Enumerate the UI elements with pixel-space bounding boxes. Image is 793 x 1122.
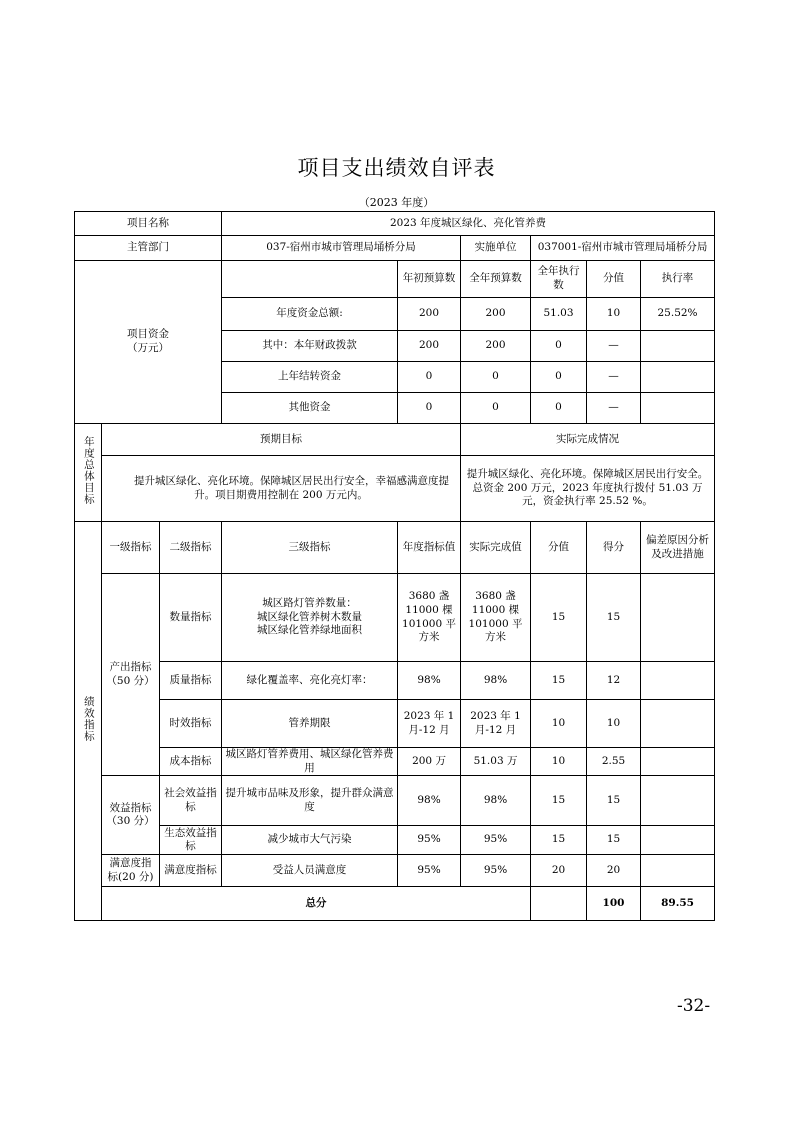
funds-score-value: — — [587, 331, 641, 362]
indicator-l3: 管养期限 — [222, 700, 398, 748]
indicator-target: 98% — [398, 776, 461, 826]
funds-initial: 0 — [398, 393, 461, 424]
funds-full: 200 — [461, 331, 531, 362]
goals-label-text: 年度总体目标 — [82, 435, 95, 505]
indicator-actual: 51.03 万 — [461, 748, 531, 776]
funds-header-executed: 全年执行数 — [531, 261, 587, 298]
indicator-note — [641, 700, 715, 748]
indicator-actual: 95% — [461, 826, 531, 855]
benefit-label-line2: （30 分） — [106, 815, 155, 828]
funds-row-label: 上年结转资金 — [222, 362, 398, 393]
indicator-value: 15 — [531, 826, 587, 855]
dept-value: 037-宿州市城市管理局埇桥分局 — [222, 236, 461, 261]
indicator-l3: 城区路灯管养数量： 城区绿化管养树木数量 城区绿化管养绿地面积 — [222, 574, 398, 662]
funds-full: 0 — [461, 393, 531, 424]
indicator-note — [641, 662, 715, 700]
indicator-score: 2.55 — [587, 748, 641, 776]
project-name-row — [75, 212, 715, 236]
indicator-l3: 城区路灯管养费用、城区绿化管养费用 — [222, 748, 398, 776]
indicator-l2: 质量指标 — [160, 662, 222, 700]
indicator-target: 98% — [398, 662, 461, 700]
indicators-label — [75, 522, 102, 921]
funds-label — [75, 261, 222, 424]
indicator-note — [641, 826, 715, 855]
total-score: 89.55 — [641, 887, 715, 921]
indicator-value: 20 — [531, 855, 587, 887]
indicator-actual: 98% — [461, 662, 531, 700]
goals-actual-text: 提升城区绿化、亮化环境。保障城区居民出行安全。总资金 200 万元，2023 年度执行拨付 51.03 万元，资金执行率 25.52 %。 — [461, 456, 715, 522]
indicators-header-l3: 三级指标 — [222, 522, 398, 574]
indicators-label-text: 绩效指标 — [82, 695, 95, 742]
indicator-target: 2023 年 1 月-12 月 — [398, 700, 461, 748]
funds-header-rate: 执行率 — [641, 261, 715, 298]
indicator-value: 10 — [531, 700, 587, 748]
funds-executed: 0 — [531, 393, 587, 424]
funds-row-label: 其中：本年财政拨款 — [222, 331, 398, 362]
funds-full: 0 — [461, 362, 531, 393]
indicators-header-note: 偏差原因分析及改进措施 — [641, 522, 715, 574]
page-number: -32- — [677, 996, 711, 1016]
unit-label: 实施单位 — [461, 236, 531, 261]
page-title: 项目支出绩效自评表 — [297, 156, 496, 180]
funds-rate — [641, 393, 715, 424]
indicators-header-row — [75, 522, 715, 574]
funds-initial: 200 — [398, 331, 461, 362]
satisfaction-indicator-label: 满意度指标(20 分) — [102, 855, 160, 887]
project-name-label: 项目名称 — [75, 212, 222, 236]
indicator-l3: 受益人员满意度 — [222, 855, 398, 887]
indicator-row-cost — [75, 748, 715, 776]
indicator-value: 15 — [531, 662, 587, 700]
dept-label: 主管部门 — [75, 236, 222, 261]
performance-table — [74, 211, 715, 921]
indicators-header-actual: 实际完成值 — [461, 522, 531, 574]
funds-row-label: 年度资金总额: — [222, 298, 398, 331]
total-value: 100 — [587, 887, 641, 921]
indicator-l3: 提升城市品味及形象，提升群众满意度 — [222, 776, 398, 826]
funds-row-label: 其他资金 — [222, 393, 398, 424]
funds-rate — [641, 362, 715, 393]
total-label: 总分 — [102, 887, 531, 921]
indicators-header-l2: 二级指标 — [160, 522, 222, 574]
indicator-note — [641, 748, 715, 776]
indicators-header-value: 分值 — [531, 522, 587, 574]
funds-executed: 0 — [531, 362, 587, 393]
project-name-value: 2023 年度城区绿化、亮化管养费 — [222, 212, 715, 236]
year-label: （2023 年度） — [358, 196, 435, 209]
indicator-target: 200 万 — [398, 748, 461, 776]
funds-score-value: 10 — [587, 298, 641, 331]
indicator-row-quality — [75, 662, 715, 700]
indicator-row-satisfaction — [75, 855, 715, 887]
funds-header-row — [75, 261, 715, 298]
goals-content-row — [75, 456, 715, 522]
total-row — [75, 887, 715, 921]
indicator-value: 15 — [531, 574, 587, 662]
output-label-line1: 产出指标 — [109, 661, 152, 673]
indicator-l2: 时效指标 — [160, 700, 222, 748]
funds-header-score-value: 分值 — [587, 261, 641, 298]
funds-initial: 200 — [398, 298, 461, 331]
funds-label-line2: （万元） — [127, 342, 169, 354]
funds-header-full: 全年预算数 — [461, 261, 531, 298]
total-actual — [531, 887, 587, 921]
department-row — [75, 236, 715, 261]
indicator-score: 15 — [587, 574, 641, 662]
output-indicator-label — [102, 574, 160, 776]
indicator-score: 15 — [587, 826, 641, 855]
indicators-header-target: 年度指标值 — [398, 522, 461, 574]
indicators-header-l1: 一级指标 — [102, 522, 160, 574]
indicator-l2: 数量指标 — [160, 574, 222, 662]
funds-full: 200 — [461, 298, 531, 331]
goals-expected-header: 预期目标 — [102, 424, 461, 456]
indicator-l2: 生态效益指标 — [160, 826, 222, 855]
indicator-value: 10 — [531, 748, 587, 776]
indicator-l2: 社会效益指标 — [160, 776, 222, 826]
output-label-line2: （50 分） — [106, 674, 155, 687]
funds-initial: 0 — [398, 362, 461, 393]
indicator-value: 15 — [531, 776, 587, 826]
indicator-note — [641, 776, 715, 826]
indicator-score: 12 — [587, 662, 641, 700]
indicator-row-timeliness — [75, 700, 715, 748]
funds-executed: 0 — [531, 331, 587, 362]
benefit-indicator-label — [102, 776, 160, 855]
indicator-l3: 绿化覆盖率、亮化亮灯率： — [222, 662, 398, 700]
funds-score-value: — — [587, 362, 641, 393]
funds-rate — [641, 331, 715, 362]
funds-label-line1: 项目资金 — [127, 328, 169, 341]
indicators-header-score: 得分 — [587, 522, 641, 574]
indicator-score: 20 — [587, 855, 641, 887]
indicator-target: 3680 盏 11000 棵 101000 平方米 — [398, 574, 461, 662]
goals-header-row — [75, 424, 715, 456]
indicator-row-quantity — [75, 574, 715, 662]
indicator-score: 15 — [587, 776, 641, 826]
benefit-label-line1: 效益指标 — [109, 801, 152, 814]
indicator-row-social — [75, 776, 715, 826]
funds-header-blank — [222, 261, 398, 298]
goals-expected-text: 提升城区绿化、亮化环境。保障城区居民出行安全，幸福感满意度提升。项目期费用控制在 200 万元内。 — [102, 456, 461, 522]
indicator-actual: 98% — [461, 776, 531, 826]
indicator-actual: 3680 盏 11000 棵 101000 平方米 — [461, 574, 531, 662]
indicator-note — [641, 855, 715, 887]
goals-label — [75, 424, 102, 522]
indicator-note — [641, 574, 715, 662]
indicator-row-ecological — [75, 826, 715, 855]
indicator-actual: 95% — [461, 855, 531, 887]
indicator-actual: 2023 年 1 月-12 月 — [461, 700, 531, 748]
indicator-score: 10 — [587, 700, 641, 748]
indicator-l2: 成本指标 — [160, 748, 222, 776]
goals-actual-header: 实际完成情况 — [461, 424, 715, 456]
unit-value: 037001-宿州市城市管理局埇桥分局 — [531, 236, 715, 261]
funds-rate: 25.52% — [641, 298, 715, 331]
indicator-l3: 减少城市大气污染 — [222, 826, 398, 855]
funds-score-value: — — [587, 393, 641, 424]
funds-executed: 51.03 — [531, 298, 587, 331]
indicator-l2: 满意度指标 — [160, 855, 222, 887]
funds-header-initial: 年初预算数 — [398, 261, 461, 298]
indicator-target: 95% — [398, 826, 461, 855]
indicator-target: 95% — [398, 855, 461, 887]
